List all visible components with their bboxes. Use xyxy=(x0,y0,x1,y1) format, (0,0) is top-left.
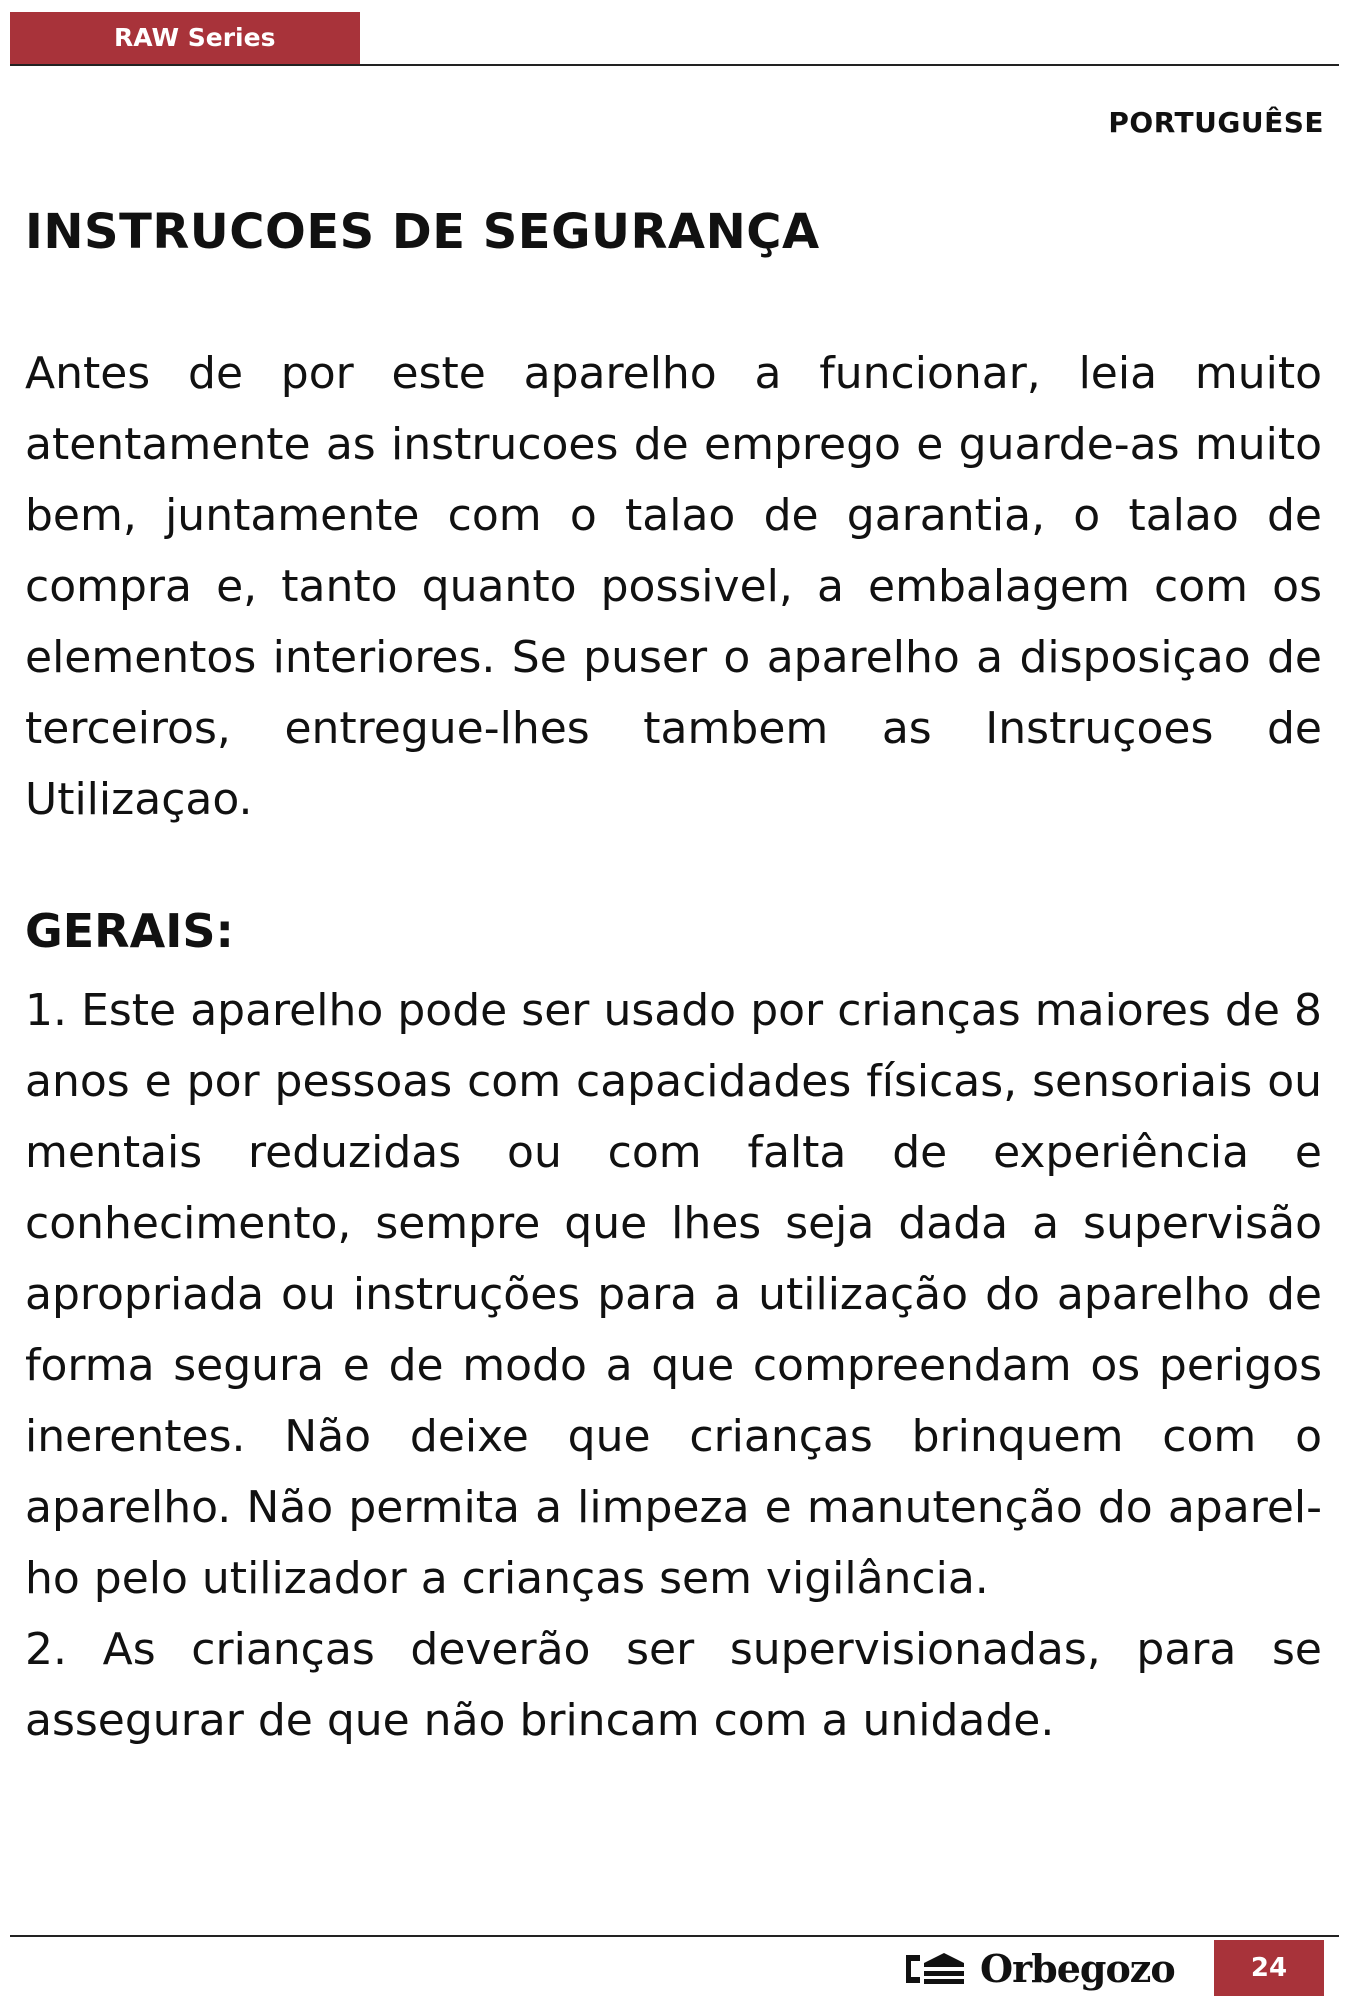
list-item: 2. As crianças deverão ser supervisionadas, para se assegurar de que não brincam com a unidade. xyxy=(25,1624,1322,1746)
page-title: INSTRUCOES DE SEGURANÇA xyxy=(25,204,820,260)
section-heading: GERAIS: xyxy=(25,904,234,958)
brand-logo xyxy=(904,1940,1204,1996)
brand-name: Orbegozo xyxy=(980,1945,1175,1991)
header-divider xyxy=(10,64,1339,66)
intro-paragraph: Antes de por este aparelho a funcionar, leia muito atentamente as instrucoes de emprego e guarde-as muito bem, juntamente com o talao de garantia, o talao de compra e, tanto quanto possivel, a embalagem com os elementos interiores. Se puser o aparelho a disposiçao de terceiros, entregue-lhes tambem as Instruçoes de Utilizaçao. xyxy=(25,348,1322,825)
instruction-list xyxy=(25,975,1322,1756)
language-label: PORTUGUÊSE xyxy=(1108,106,1324,139)
series-tab: RAW Series xyxy=(10,12,360,64)
page-number: 24 xyxy=(1214,1940,1324,1996)
footer-divider xyxy=(10,1935,1339,1937)
brand-logo-icon xyxy=(904,1949,966,1987)
list-item: 1. Este aparelho pode ser usado por crianças maiores de 8 anos e por pessoas com capacidades físicas, sensoriais ou mentais reduzidas ou com falta de experiência e conhecimento, sempre que lhes seja dada a supervisão apropriada ou instruções para a utilização do aparelho de forma segura e de modo a que compreendam os perigos inerentes. Não deixe que crianças brinquem com o aparelho. Não permita a limpeza e manutenção do aparel-ho pelo utilizador a crianças sem vigilância. xyxy=(25,985,1322,1604)
